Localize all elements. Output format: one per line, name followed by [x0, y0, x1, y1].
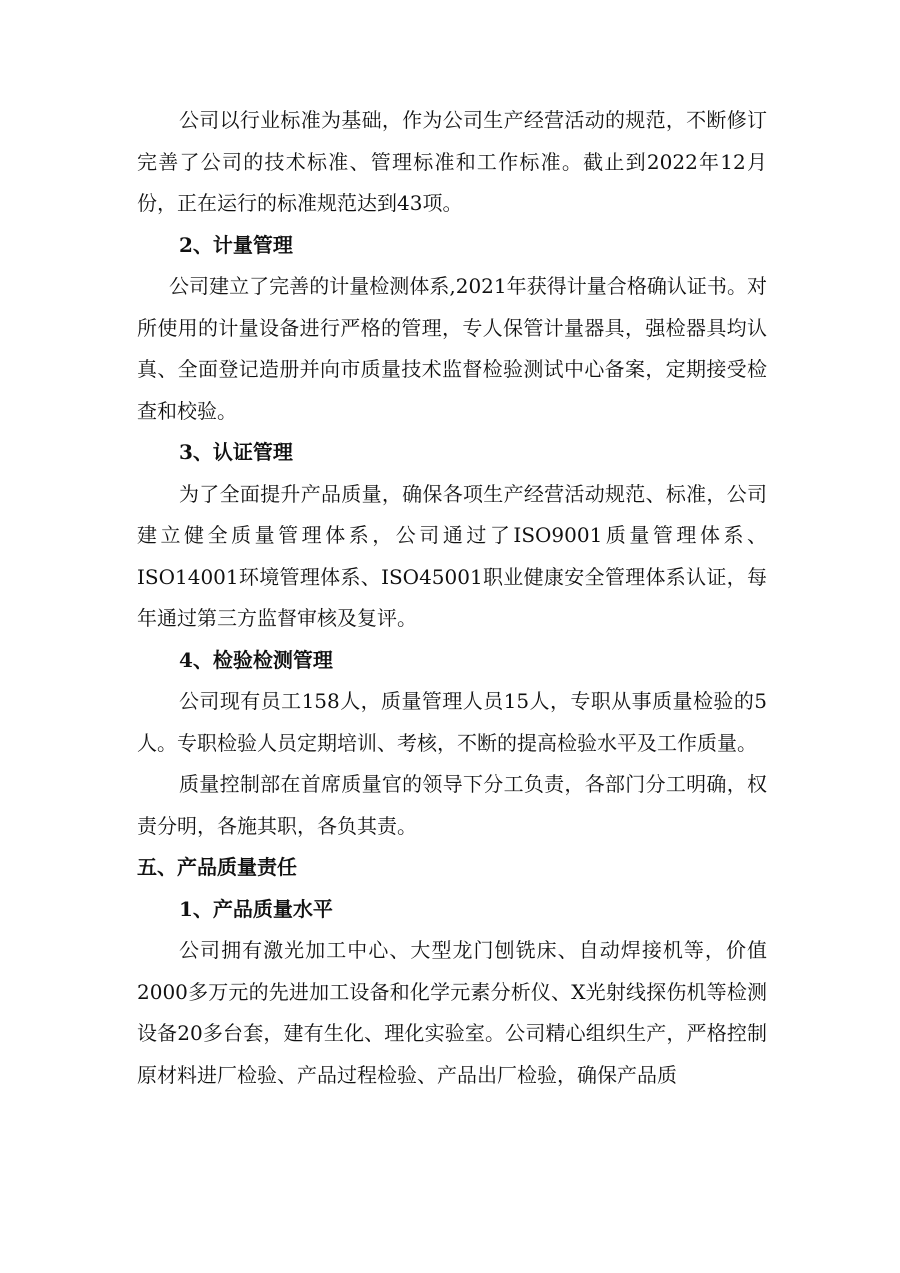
paragraph-quality-control: 质量控制部在首席质量官的领导下分工负责，各部门分工明确，权责分明，各施其职，各负其责。 — [137, 772, 767, 838]
paragraph-certification: 为了全面提升产品质量，确保各项生产经营活动规范、标准，公司建立健全质量管理体系，公司通过了ISO9001质量管理体系、ISO14001环境管理体系、ISO45001职业健康安全管理体系认证，每年通过第三方监督审核及复评。 — [137, 481, 767, 630]
paragraph-staff: 公司现有员工158人，质量管理人员15人，专职从事质量检验的5人。专职检验人员定期培训、考核，不断的提高检验水平及工作质量。 — [137, 689, 767, 755]
heading-measurement-management: 2、计量管理 — [179, 232, 293, 257]
paragraph-equipment: 公司拥有激光加工中心、大型龙门刨铣床、自动焊接机等，价值2000多万元的先进加工设备和化学元素分析仪、X光射线探伤机等检测设备20多台套，建有生化、理化实验室。公司精心组织生产，严格控制原材料进厂检验、产品过程检验、产品出厂检验，确保产品质 — [137, 938, 767, 1087]
heading-product-quality-level: 1、产品质量水平 — [179, 896, 333, 921]
heading-product-quality-responsibility: 五、产品质量责任 — [137, 855, 297, 879]
heading-certification-management: 3、认证管理 — [179, 440, 293, 464]
heading-inspection-management: 4、检验检测管理 — [179, 647, 333, 672]
paragraph-standards: 公司以行业标准为基础，作为公司生产经营活动的规范，不断修订完善了公司的技术标准、管理标准和工作标准。截止到2022年12月份，正在运行的标准规范达到43项。 — [137, 108, 767, 215]
document-page — [137, 100, 767, 1096]
paragraph-measurement: 公司建立了完善的计量检测体系,2021年获得计量合格确认证书。对所使用的计量设备进行严格的管理，专人保管计量器具，强检器具均认真、全面登记造册并向市质量技术监督检验测试中心备案，定期接受检查和校验。 — [137, 274, 767, 423]
